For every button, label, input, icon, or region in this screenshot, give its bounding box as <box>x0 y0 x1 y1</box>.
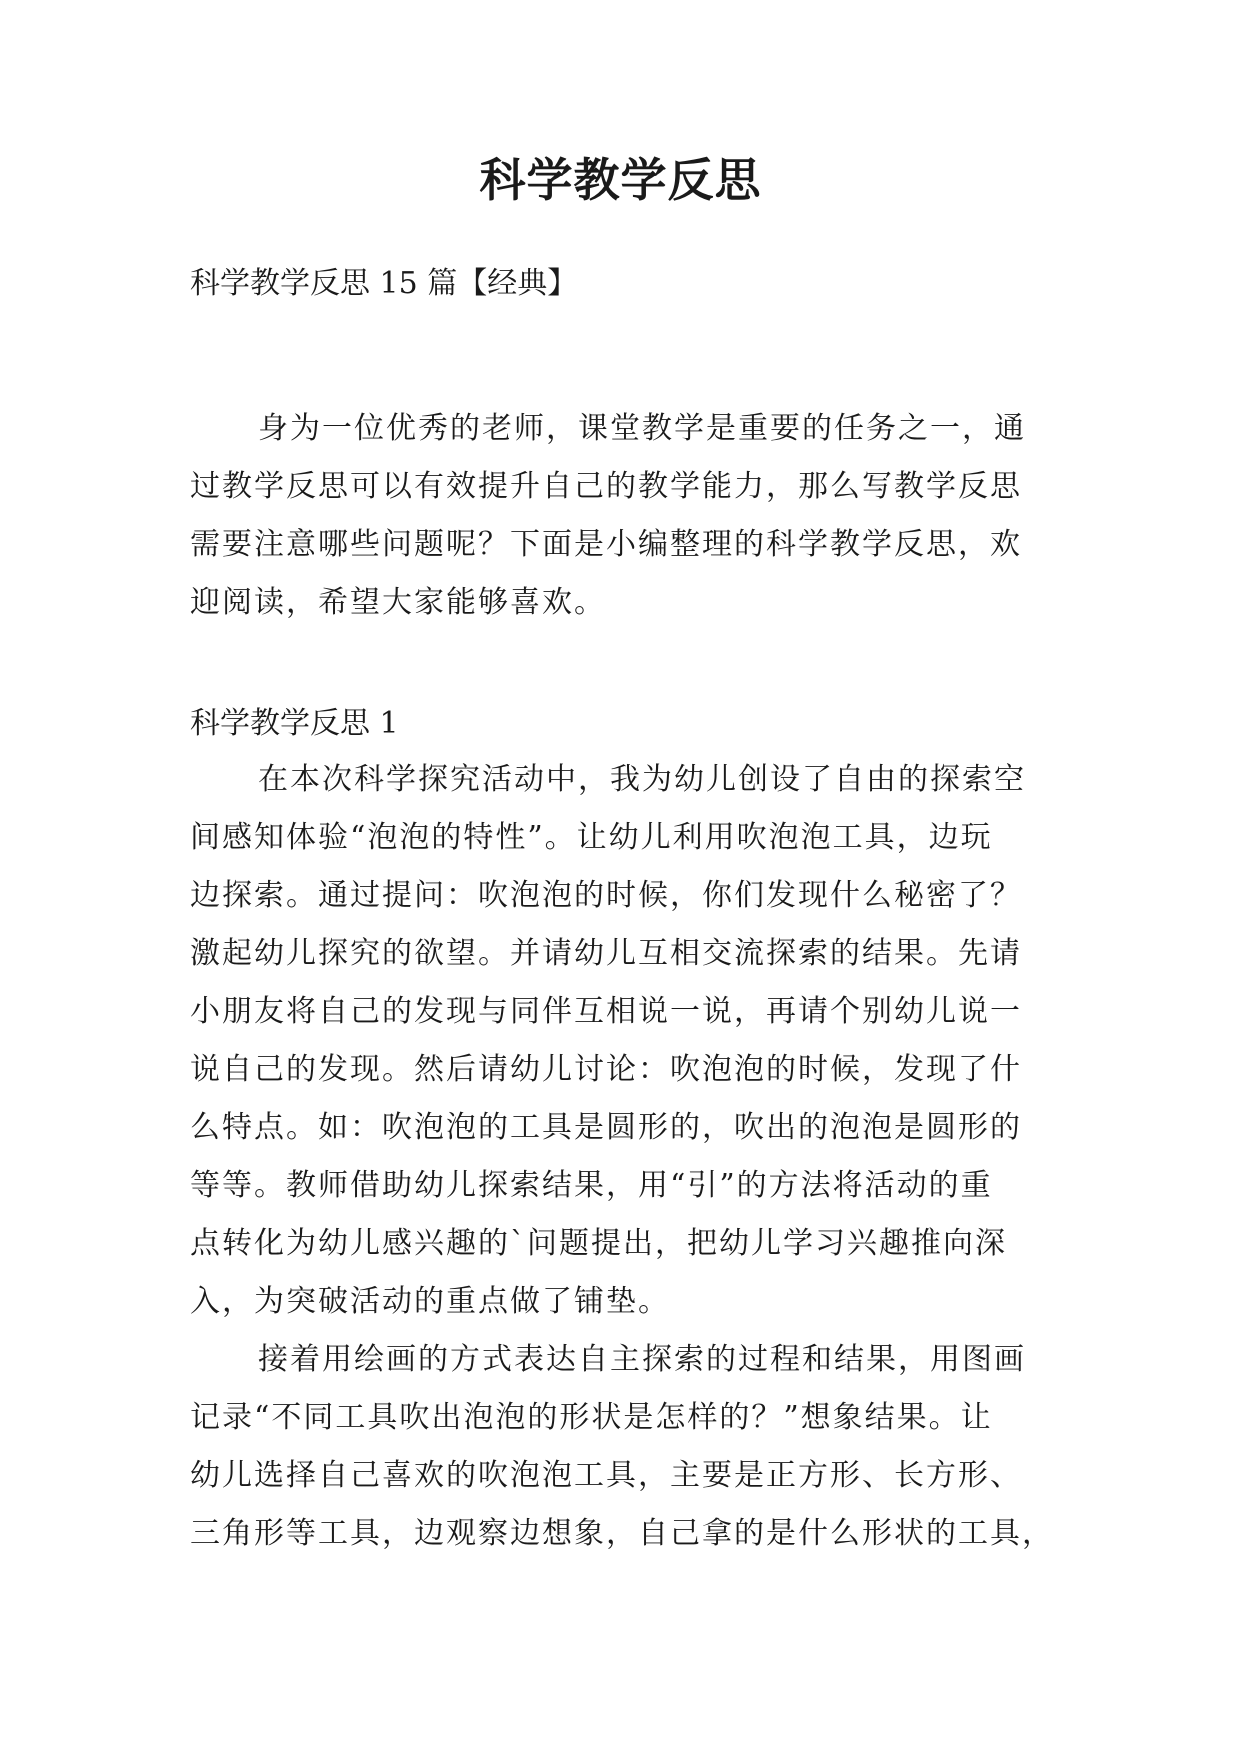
text-line: 需要注意哪些问题呢？下面是小编整理的科学教学反思，欢 <box>190 527 1022 562</box>
text-line: 小朋友将自己的发现与同伴互相说一说，再请个别幼儿说一 <box>190 994 1022 1029</box>
section-heading: 科学教学反思 1 <box>190 706 399 741</box>
intro-paragraph <box>190 400 1050 632</box>
text-line: 等等。教师借助幼儿探索结果，用“引”的方法将活动的重 <box>190 1168 993 1203</box>
text-line: 入，为突破活动的重点做了铺垫。 <box>190 1284 670 1319</box>
text-line: 在本次科学探究活动中，我为幼儿创设了自由的探索空 <box>258 762 1026 797</box>
text-line: 说自己的发现。然后请幼儿讨论：吹泡泡的时候，发现了什 <box>190 1052 1022 1087</box>
text-line: 迎阅读，希望大家能够喜欢。 <box>190 585 606 620</box>
text-line: 边探索。通过提问：吹泡泡的时候，你们发现什么秘密了？ <box>190 878 1022 913</box>
document-title: 科学教学反思 <box>479 153 762 207</box>
body-paragraph-2 <box>190 1331 1054 1563</box>
text-line: 身为一位优秀的老师，课堂教学是重要的任务之一，通 <box>258 411 1026 446</box>
text-line: 幼儿选择自己喜欢的吹泡泡工具，主要是正方形、长方形、 <box>190 1458 1022 1493</box>
text-line: 过教学反思可以有效提升自己的教学能力，那么写教学反思 <box>190 469 1022 504</box>
text-line: 点转化为幼儿感兴趣的`问题提出，把幼儿学习兴趣推向深 <box>190 1226 1007 1261</box>
text-line: 间感知体验“泡泡的特性”。让幼儿利用吹泡泡工具，边玩 <box>190 820 993 855</box>
body-paragraph-1 <box>190 751 1050 1331</box>
document-subtitle: 科学教学反思 15 篇【经典】 <box>190 266 578 301</box>
text-line: 接着用绘画的方式表达自主探索的过程和结果，用图画 <box>258 1342 1026 1377</box>
text-line: 么特点。如：吹泡泡的工具是圆形的，吹出的泡泡是圆形的 <box>190 1110 1022 1145</box>
text-line: 记录“不同工具吹出泡泡的形状是怎样的？”想象结果。让 <box>190 1400 993 1435</box>
text-line: 激起幼儿探究的欲望。并请幼儿互相交流探索的结果。先请 <box>190 936 1022 971</box>
text-line: 三角形等工具，边观察边想象，自己拿的是什么形状的工具， <box>190 1516 1054 1551</box>
